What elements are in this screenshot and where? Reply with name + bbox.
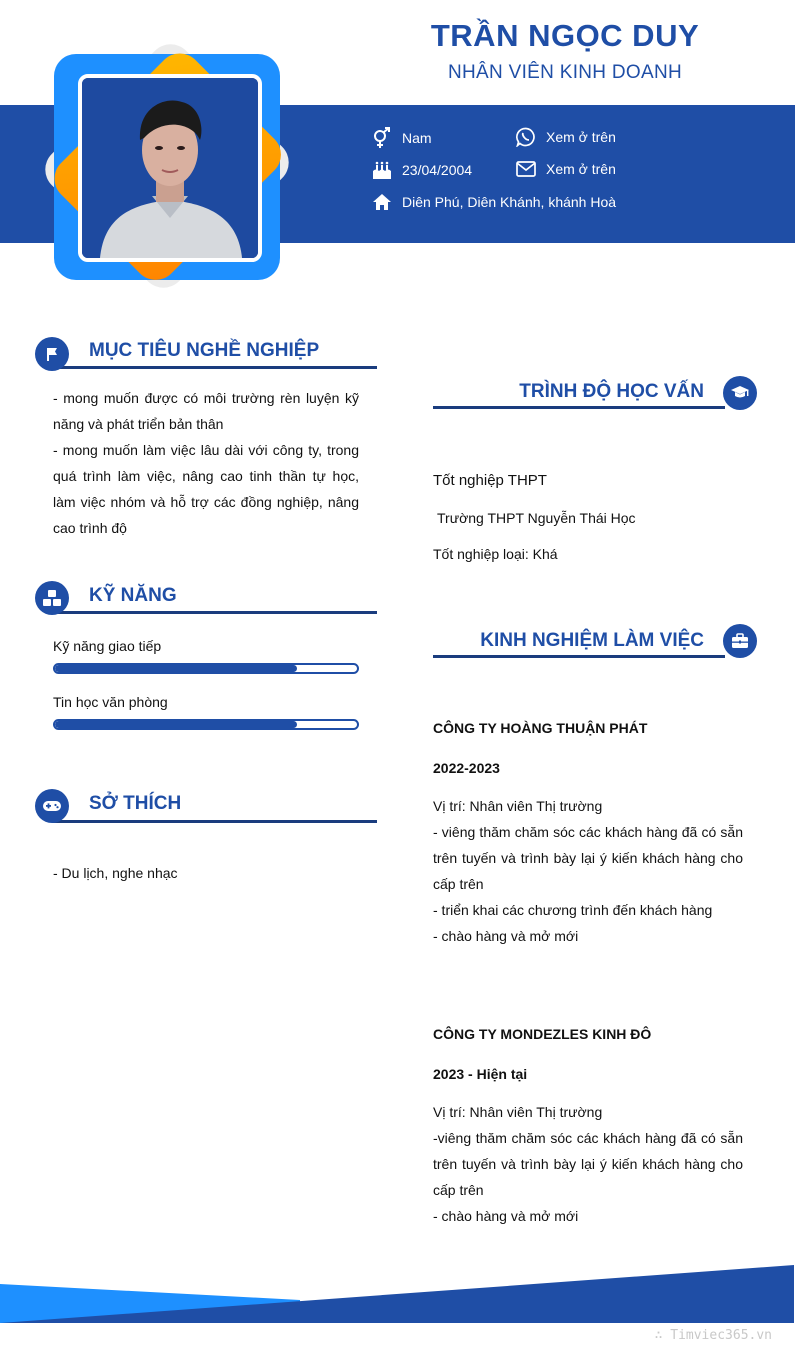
gender-value: Nam [402, 130, 432, 146]
job-company: CÔNG TY HOÀNG THUẬN PHÁT [433, 720, 648, 736]
education-degree: Tốt nghiệp THPT [433, 472, 547, 489]
home-icon [372, 193, 392, 211]
skill-bar-fill [55, 665, 297, 672]
experience-underline [433, 655, 725, 658]
graduation-cap-icon [723, 376, 757, 410]
hobbies-underline [52, 820, 377, 823]
skill-label: Kỹ năng giao tiếp [53, 638, 162, 654]
job-description [433, 1099, 743, 1229]
job-title: NHÂN VIÊN KINH DOANH [447, 62, 683, 83]
birthday-cake-icon [372, 160, 392, 180]
skills-underline [52, 611, 377, 614]
address-value: Diên Phú, Diên Khánh, khánh Hoà [402, 194, 617, 210]
job-line: - triển khai các chương trình đến khách hàng [433, 902, 713, 918]
envelope-icon [516, 160, 536, 178]
footer-decoration [0, 1260, 800, 1330]
objective-line: - mong muốn làm việc lâu dài với công ty, trong quá trình làm việc, nâng cao tinh thần tự học, làm việc nhóm và hỗ trợ các đồng nghiệp, nâng cao trình độ [53, 442, 359, 536]
contact-phone [516, 127, 616, 147]
job-line: -viêng thăm chăm sóc các khách hàng đã có sẵn trên tuyến và trình bày lại ý kiến khách hàng cho cấp trên [433, 1130, 743, 1198]
job-line: Vị trí: Nhân viên Thị trường [433, 798, 603, 814]
gamepad-icon [35, 789, 69, 823]
job-period: 2023 - Hiện tại [433, 1066, 528, 1082]
job-period: 2022-2023 [433, 760, 500, 776]
skill-bar-fill [55, 721, 297, 728]
objective-title: MỤC TIÊU NGHỀ NGHIỆP [89, 340, 320, 361]
skill-bar [53, 663, 359, 674]
email-value: Xem ở trên [546, 161, 616, 177]
experience-title: KINH NGHIỆM LÀM VIỆC [480, 630, 704, 651]
education-school: Trường THPT Nguyễn Thái Học [437, 510, 636, 526]
avatar [82, 78, 258, 258]
phone-value: Xem ở trên [546, 129, 616, 145]
job-line: Vị trí: Nhân viên Thị trường [433, 1104, 603, 1120]
job-description [433, 793, 743, 949]
job-line: - chào hàng và mở mới [433, 928, 579, 944]
footer-brand [655, 1328, 772, 1343]
contact-gender [372, 127, 432, 149]
briefcase-icon [723, 624, 757, 658]
education-grade: Tốt nghiệp loại: Khá [433, 546, 558, 562]
footer-brand-text: Timviec365.vn [670, 1328, 772, 1343]
job-line: - chào hàng và mở mới [433, 1208, 579, 1224]
hobbies-text: - Du lịch, nghe nhạc [53, 865, 178, 881]
job-company: CÔNG TY MONDEZLES KINH ĐÔ [433, 1026, 652, 1042]
whatsapp-icon [516, 127, 536, 147]
objective-underline [52, 366, 377, 369]
education-title: TRÌNH ĐỘ HỌC VẤN [519, 381, 704, 402]
job-line: - viêng thăm chăm sóc các khách hàng đã có sẵn trên tuyến và trình bày lại ý kiến khách hàng cho cấp trên [433, 824, 743, 892]
skill-bar [53, 719, 359, 730]
cubes-icon [35, 581, 69, 615]
objective-line: - mong muốn được có môi trường rèn luyện kỹ năng và phát triển bản thân [53, 390, 359, 432]
skill-label: Tin học văn phòng [53, 694, 168, 710]
profile-photo [78, 74, 262, 262]
birthday-value: 23/04/2004 [402, 162, 473, 178]
education-underline [433, 406, 725, 409]
hobbies-title: SỞ THÍCH [89, 793, 182, 814]
contact-email [516, 160, 616, 178]
contact-address [372, 193, 616, 211]
logo-icon: ∴ [654, 1328, 671, 1343]
skills-title: KỸ NĂNG [89, 585, 177, 606]
flag-icon [35, 337, 69, 371]
gender-icon [372, 127, 392, 149]
candidate-name: TRẦN NGỌC DUY [430, 18, 700, 53]
contact-birthday [372, 160, 472, 180]
objective-text [53, 385, 359, 541]
